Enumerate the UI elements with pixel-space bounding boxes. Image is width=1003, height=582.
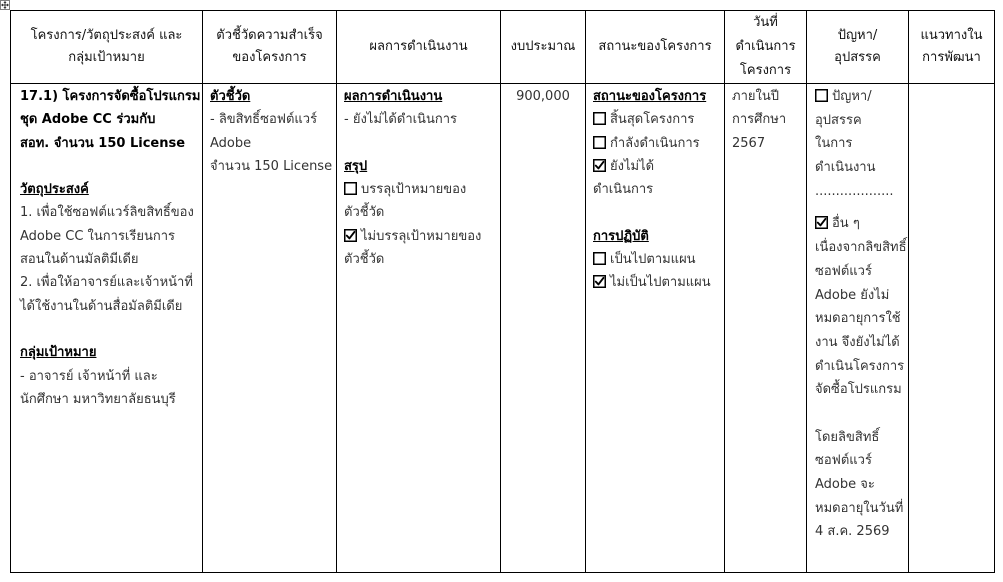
problem-option-label: เนื่องจากลิขสิทธิ์ bbox=[815, 240, 907, 256]
checkbox-icon[interactable] bbox=[815, 216, 828, 229]
objective-heading: วัตถุประสงค์ bbox=[20, 182, 89, 198]
status-option-label: ยังไม่ได้ bbox=[610, 158, 655, 174]
problem-option-label: งาน จึงยังไม่ได้ bbox=[815, 334, 900, 350]
objective-line: Adobe CC ในการเรียนการ bbox=[20, 228, 176, 244]
paragraph-spacer bbox=[815, 402, 905, 426]
header-date-text: โครงการ bbox=[739, 63, 792, 78]
checkbox-icon[interactable] bbox=[344, 182, 357, 195]
header-status[interactable] bbox=[586, 11, 725, 84]
problem-option bbox=[815, 212, 905, 236]
date-line: 2567 bbox=[732, 135, 766, 151]
header-problem-text: อุปสรรค bbox=[834, 50, 881, 65]
header-budget-text: งบประมาณ bbox=[510, 39, 576, 54]
indicator-line: - ลิขสิทธิ์ซอฟต์แวร์ bbox=[210, 112, 318, 128]
status-option-label: กำลังดำเนินการ bbox=[610, 135, 700, 151]
checkbox-icon[interactable] bbox=[593, 275, 606, 288]
paragraph-spacer bbox=[20, 318, 199, 341]
checkbox-icon[interactable] bbox=[593, 136, 606, 149]
checkbox-icon[interactable] bbox=[593, 252, 606, 265]
header-date[interactable] bbox=[725, 11, 807, 84]
cell-development[interactable] bbox=[909, 84, 995, 573]
project-title-line: 17.1) โครงการจัดซื้อโปรแกรม bbox=[20, 89, 201, 104]
summary-heading: สรุป bbox=[344, 158, 368, 174]
result-heading: ผลการดำเนินงาน bbox=[344, 89, 443, 104]
problem-option-label: ดำเนินงาน bbox=[815, 160, 876, 176]
summary-option bbox=[344, 178, 497, 201]
header-indicator-text: ตัวชี้วัดความสำเร็จ bbox=[216, 28, 323, 43]
status-option-label: สิ้นสุดโครงการ bbox=[610, 112, 695, 128]
header-date-text: ดำเนินการ bbox=[735, 39, 796, 54]
status-heading: สถานะของโครงการ bbox=[593, 89, 707, 104]
header-problem[interactable] bbox=[807, 11, 909, 84]
summary-option-label: ตัวชี้วัด bbox=[344, 205, 385, 221]
objective-line: 2. เพื่อให้อาจารย์และเจ้าหน้าที่ bbox=[20, 275, 193, 291]
problem-note-line: ซอฟต์แวร์ bbox=[815, 453, 872, 469]
header-project[interactable] bbox=[11, 11, 203, 84]
target-group-line: - อาจารย์ เจ้าหน้าที่ และ bbox=[20, 368, 158, 384]
problem-note-line: Adobe จะ bbox=[815, 477, 875, 492]
problem-option-label: ปัญหา/ bbox=[832, 89, 872, 104]
header-indicator-text: ของโครงการ bbox=[232, 50, 307, 65]
indicator-line: Adobe bbox=[210, 135, 252, 151]
header-development-text: แนวทางใน bbox=[920, 28, 983, 43]
paragraph-spacer bbox=[815, 203, 905, 212]
header-problem-text: ปัญหา/ bbox=[837, 28, 878, 43]
problem-option-label: หมดอายุการใช้ bbox=[815, 311, 901, 327]
problem-option bbox=[815, 85, 905, 109]
objective-line: สอนในด้านมัลติมีเดีย bbox=[20, 252, 139, 268]
practice-option-label: ไม่เป็นไปตามแผน bbox=[610, 275, 711, 291]
budget-value: 900,000 bbox=[516, 89, 570, 104]
cell-status[interactable] bbox=[586, 84, 725, 573]
problem-option-label: อุปสรรค bbox=[815, 112, 862, 128]
date-line: การศึกษา bbox=[732, 112, 787, 128]
problem-note-line: หมดอายุในวันที่ bbox=[815, 500, 904, 516]
problem-option-label: Adobe ยังไม่ bbox=[815, 287, 890, 303]
problem-option-label: ในการ bbox=[815, 136, 853, 152]
target-group-line: นักศึกษา มหาวิทยาลัยธนบุรี bbox=[20, 391, 176, 407]
project-report-table bbox=[10, 10, 995, 573]
objective-line: 1. เพื่อใช้ซอฟต์แวร์ลิขสิทธิ์ของ bbox=[20, 205, 194, 221]
cell-result[interactable] bbox=[337, 84, 501, 573]
header-status-text: สถานะของโครงการ bbox=[598, 39, 712, 54]
practice-heading: การปฏิบัติ bbox=[593, 228, 649, 244]
problem-option-label: ดำเนินโครงการ bbox=[815, 358, 905, 374]
paragraph-spacer bbox=[20, 155, 199, 178]
checkbox-icon[interactable] bbox=[815, 89, 828, 102]
summary-option-label: บรรลุเป้าหมายของ bbox=[361, 182, 467, 198]
checkbox-icon[interactable] bbox=[593, 112, 606, 125]
problem-option-label: อื่น ๆ bbox=[832, 216, 860, 232]
summary-option-label: ตัวชี้วัด bbox=[344, 252, 385, 268]
objective-line: ได้ใช้งานในด้านสื่อมัลติมีเดีย bbox=[20, 298, 183, 314]
problem-note-line: 4 ส.ค. 2569 bbox=[815, 524, 890, 540]
date-line: ภายในปี bbox=[732, 89, 779, 104]
cell-indicator[interactable] bbox=[203, 84, 337, 573]
status-option bbox=[593, 132, 721, 155]
indicator-heading: ตัวชี้วัด bbox=[210, 89, 251, 104]
header-development-text: การพัฒนา bbox=[922, 50, 981, 65]
summary-option bbox=[344, 225, 497, 248]
table-move-handle-icon[interactable] bbox=[0, 0, 10, 10]
header-project-text: กลุ่มเป้าหมาย bbox=[68, 50, 145, 65]
problem-option-label: จัดซื้อโปรแกรม bbox=[815, 382, 902, 398]
practice-option bbox=[593, 248, 721, 271]
practice-option-label: เป็นไปตามแผน bbox=[610, 252, 696, 268]
header-date-text: วันที่ bbox=[753, 15, 778, 30]
cell-budget[interactable] bbox=[501, 84, 586, 573]
result-line: - ยังไม่ได้ดำเนินการ bbox=[344, 112, 457, 128]
target-group-heading: กลุ่มเป้าหมาย bbox=[20, 345, 97, 361]
header-result[interactable] bbox=[337, 11, 501, 84]
project-title-line: สอท. จำนวน 150 License bbox=[20, 135, 186, 151]
cell-project[interactable] bbox=[11, 84, 203, 573]
status-option bbox=[593, 108, 721, 131]
problem-option-label: ซอฟต์แวร์ bbox=[815, 263, 872, 279]
status-option-label: ดำเนินการ bbox=[593, 182, 654, 198]
summary-option-label: ไม่บรรลุเป้าหมายของ bbox=[361, 228, 482, 244]
paragraph-spacer bbox=[593, 201, 721, 224]
cell-date[interactable] bbox=[725, 84, 807, 573]
problem-fill-dots: ................... bbox=[815, 183, 894, 199]
header-budget[interactable] bbox=[501, 11, 586, 84]
header-indicator[interactable] bbox=[203, 11, 337, 84]
checkbox-icon[interactable] bbox=[593, 159, 606, 172]
paragraph-spacer bbox=[344, 132, 497, 155]
checkbox-icon[interactable] bbox=[344, 229, 357, 242]
header-result-text: ผลการดำเนินงาน bbox=[369, 39, 468, 54]
header-project-text: โครงการ/วัตถุประสงค์ และ bbox=[30, 28, 183, 43]
indicator-line: จำนวน 150 License bbox=[210, 158, 333, 174]
problem-note-line: โดยลิขสิทธิ์ bbox=[815, 429, 880, 445]
header-development[interactable] bbox=[909, 11, 995, 84]
practice-option bbox=[593, 271, 721, 294]
cell-problem[interactable] bbox=[807, 84, 909, 573]
project-title-line: ชุด Adobe CC ร่วมกับ bbox=[20, 112, 156, 128]
status-option bbox=[593, 155, 721, 178]
